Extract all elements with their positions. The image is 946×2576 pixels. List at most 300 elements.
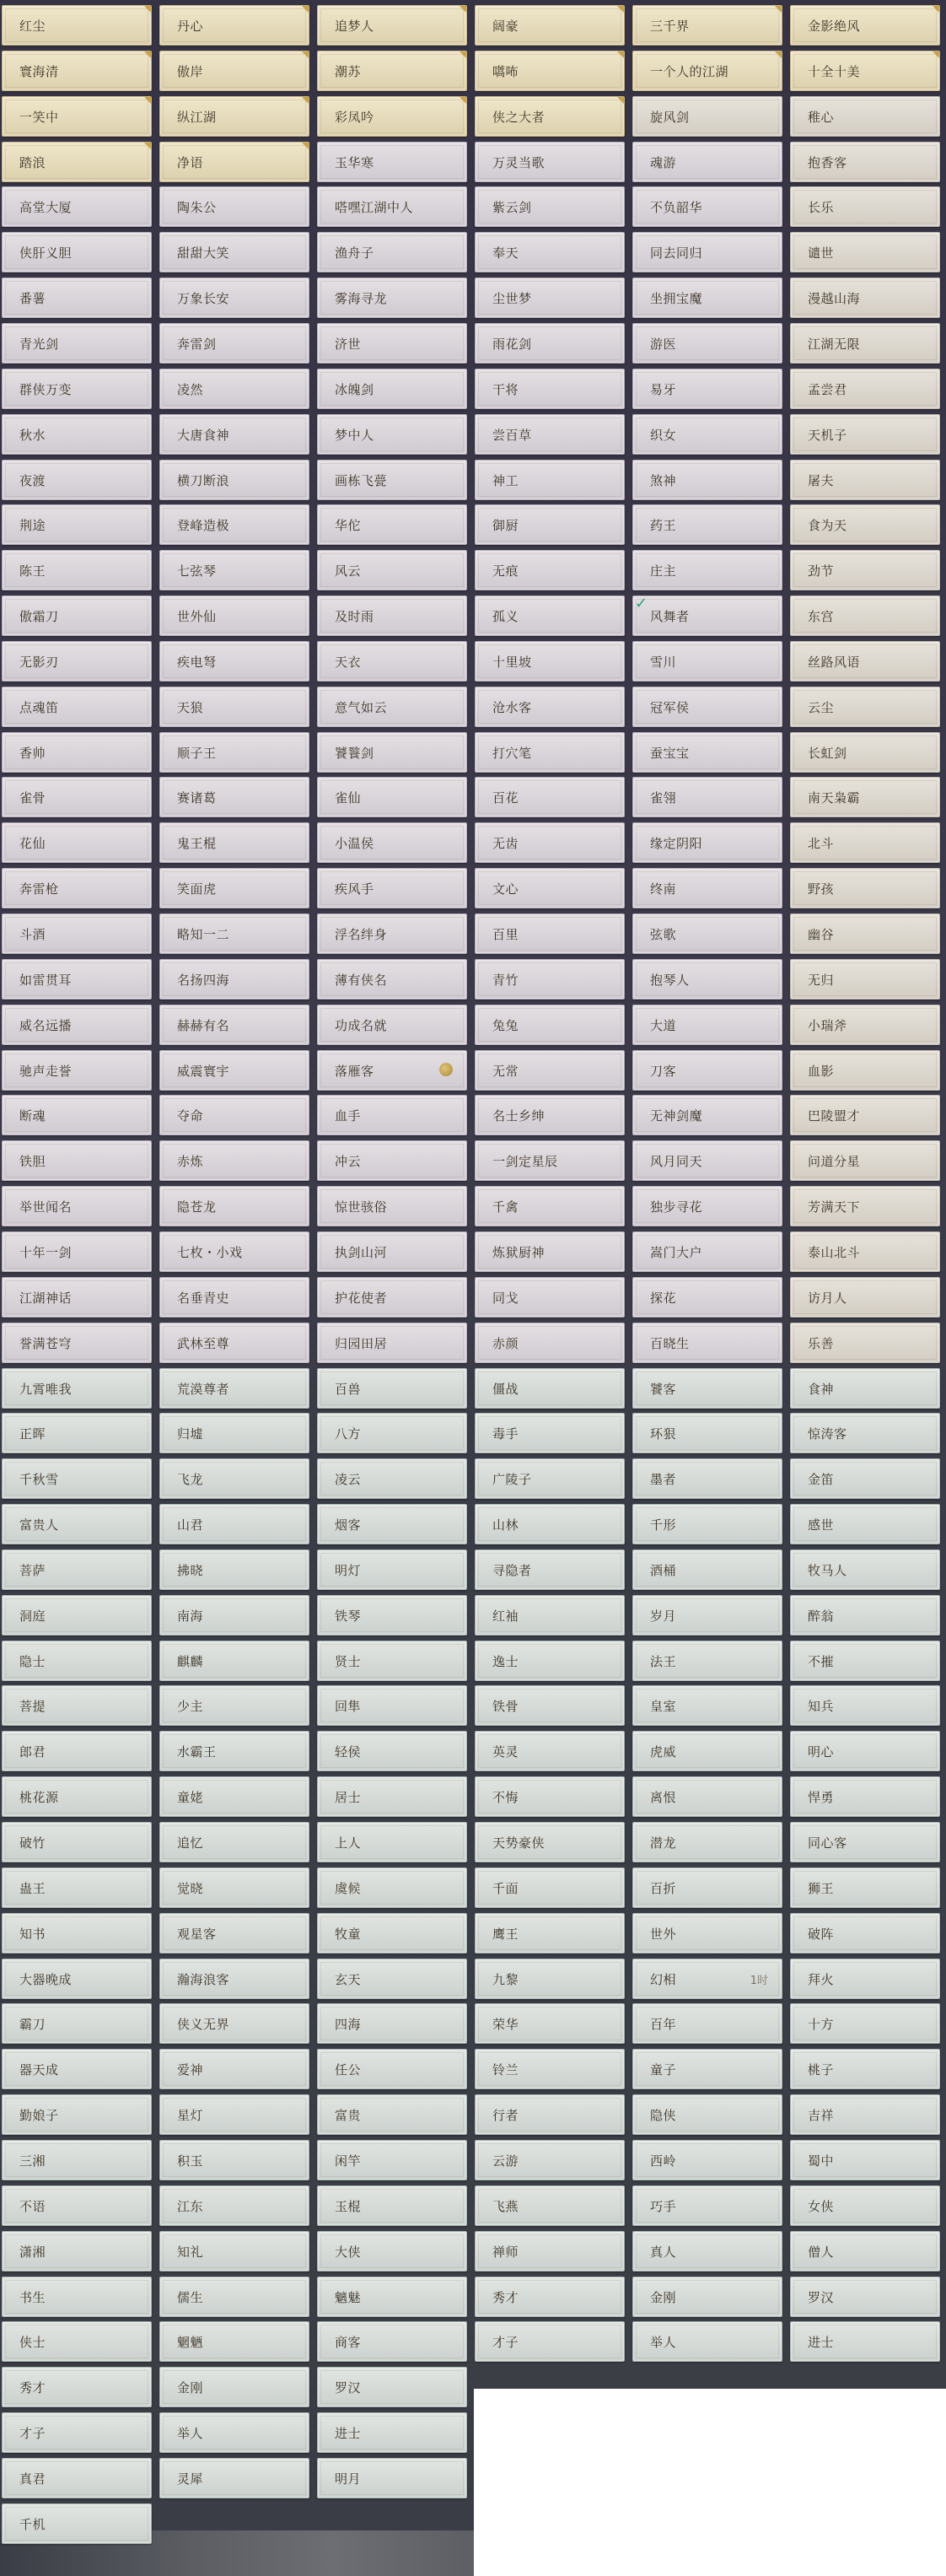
title-tile[interactable] bbox=[2, 868, 152, 908]
title-tile[interactable] bbox=[2, 414, 152, 455]
title-tile[interactable] bbox=[475, 595, 625, 636]
title-tile[interactable] bbox=[790, 1685, 940, 1726]
title-tile[interactable] bbox=[2, 595, 152, 636]
title-tile[interactable] bbox=[317, 2231, 467, 2272]
title-tile[interactable] bbox=[475, 2277, 625, 2317]
title-tile[interactable] bbox=[790, 460, 940, 500]
title-tile[interactable] bbox=[159, 460, 309, 500]
title-tile[interactable] bbox=[475, 1368, 625, 1409]
title-tile[interactable] bbox=[317, 414, 467, 455]
title-tile[interactable] bbox=[790, 278, 940, 318]
title-tile[interactable] bbox=[632, 1549, 782, 1590]
title-tile[interactable] bbox=[2, 2367, 152, 2407]
title-tile[interactable] bbox=[2, 1368, 152, 1409]
title-tile[interactable] bbox=[790, 1641, 940, 1681]
title-tile[interactable] bbox=[475, 460, 625, 500]
title-tile[interactable] bbox=[632, 2231, 782, 2272]
title-tile[interactable] bbox=[790, 323, 940, 364]
title-tile[interactable] bbox=[475, 1231, 625, 1272]
title-tile[interactable] bbox=[317, 1095, 467, 1135]
title-tile[interactable] bbox=[475, 1186, 625, 1226]
title-tile[interactable] bbox=[2, 777, 152, 817]
title-tile[interactable] bbox=[159, 1005, 309, 1045]
title-tile[interactable] bbox=[159, 1685, 309, 1726]
title-tile[interactable] bbox=[159, 2094, 309, 2135]
title-tile[interactable] bbox=[317, 1913, 467, 1954]
title-tile[interactable] bbox=[159, 1822, 309, 1862]
title-tile[interactable] bbox=[2, 1504, 152, 1544]
title-tile[interactable] bbox=[632, 2049, 782, 2089]
title-tile[interactable] bbox=[790, 1776, 940, 1817]
title-tile[interactable] bbox=[790, 641, 940, 682]
title-tile[interactable] bbox=[632, 687, 782, 727]
title-tile[interactable] bbox=[2, 2185, 152, 2226]
title-tile[interactable] bbox=[2, 1776, 152, 1817]
title-tile[interactable] bbox=[632, 595, 782, 636]
title-tile[interactable] bbox=[475, 1867, 625, 1908]
title-tile[interactable] bbox=[475, 777, 625, 817]
title-tile[interactable] bbox=[317, 777, 467, 817]
title-tile[interactable] bbox=[632, 1913, 782, 1954]
title-tile[interactable] bbox=[2, 959, 152, 1000]
title-tile[interactable] bbox=[317, 1641, 467, 1681]
title-tile[interactable] bbox=[317, 1323, 467, 1363]
title-tile[interactable] bbox=[317, 732, 467, 773]
title-tile[interactable] bbox=[317, 1050, 467, 1091]
title-tile[interactable] bbox=[475, 142, 625, 182]
title-tile[interactable] bbox=[632, 1641, 782, 1681]
title-tile[interactable] bbox=[2, 460, 152, 500]
title-tile[interactable] bbox=[632, 550, 782, 590]
title-tile[interactable] bbox=[2, 1549, 152, 1590]
title-tile[interactable] bbox=[159, 2185, 309, 2226]
title-tile[interactable] bbox=[790, 1458, 940, 1499]
title-tile[interactable] bbox=[159, 1549, 309, 1590]
title-tile[interactable] bbox=[2, 2458, 152, 2498]
title-tile[interactable] bbox=[159, 2231, 309, 2272]
title-tile[interactable] bbox=[632, 2094, 782, 2135]
title-tile[interactable] bbox=[159, 2140, 309, 2180]
title-tile[interactable] bbox=[790, 1595, 940, 1636]
title-tile[interactable] bbox=[317, 5, 467, 46]
title-tile[interactable] bbox=[317, 822, 467, 863]
title-tile[interactable] bbox=[632, 1458, 782, 1499]
title-tile[interactable] bbox=[2, 913, 152, 954]
title-tile[interactable] bbox=[475, 1140, 625, 1181]
title-tile[interactable] bbox=[475, 550, 625, 590]
title-tile[interactable] bbox=[2, 369, 152, 409]
title-tile[interactable] bbox=[475, 1095, 625, 1135]
title-tile[interactable] bbox=[790, 2185, 940, 2226]
title-tile[interactable] bbox=[2, 1913, 152, 1954]
title-tile[interactable] bbox=[632, 868, 782, 908]
title-tile[interactable] bbox=[317, 2003, 467, 2044]
title-tile[interactable] bbox=[2, 323, 152, 364]
title-tile[interactable] bbox=[159, 868, 309, 908]
title-tile[interactable] bbox=[2, 2003, 152, 2044]
title-tile[interactable] bbox=[317, 868, 467, 908]
title-tile[interactable] bbox=[632, 1504, 782, 1544]
title-tile[interactable] bbox=[2, 2412, 152, 2453]
title-tile[interactable] bbox=[317, 2094, 467, 2135]
title-tile[interactable] bbox=[632, 1050, 782, 1091]
title-tile[interactable] bbox=[475, 1959, 625, 1999]
title-tile[interactable] bbox=[2, 550, 152, 590]
title-tile[interactable] bbox=[475, 323, 625, 364]
title-tile[interactable] bbox=[790, 1140, 940, 1181]
title-tile[interactable] bbox=[2, 732, 152, 773]
title-tile[interactable] bbox=[317, 1731, 467, 1771]
title-tile[interactable] bbox=[475, 868, 625, 908]
title-tile[interactable] bbox=[790, 1186, 940, 1226]
title-tile[interactable] bbox=[475, 1277, 625, 1318]
title-tile[interactable] bbox=[159, 550, 309, 590]
title-tile[interactable] bbox=[632, 2003, 782, 2044]
title-tile[interactable] bbox=[475, 2321, 625, 2362]
title-tile[interactable] bbox=[159, 1140, 309, 1181]
title-tile[interactable] bbox=[2, 1685, 152, 1726]
title-tile[interactable] bbox=[159, 595, 309, 636]
title-tile[interactable] bbox=[790, 96, 940, 137]
title-tile[interactable] bbox=[632, 2321, 782, 2362]
title-tile[interactable] bbox=[317, 1140, 467, 1181]
title-tile[interactable] bbox=[475, 1504, 625, 1544]
title-tile[interactable] bbox=[790, 1095, 940, 1135]
title-tile[interactable] bbox=[790, 1277, 940, 1318]
title-tile[interactable] bbox=[317, 2412, 467, 2453]
title-tile[interactable] bbox=[159, 959, 309, 1000]
title-tile[interactable] bbox=[2, 1822, 152, 1862]
title-tile[interactable] bbox=[159, 186, 309, 227]
title-tile[interactable] bbox=[475, 278, 625, 318]
title-tile[interactable] bbox=[475, 1549, 625, 1590]
title-tile[interactable] bbox=[317, 1685, 467, 1726]
title-tile[interactable] bbox=[475, 232, 625, 272]
title-tile[interactable] bbox=[317, 913, 467, 954]
title-tile[interactable] bbox=[475, 2003, 625, 2044]
title-tile[interactable] bbox=[632, 1140, 782, 1181]
title-tile[interactable] bbox=[317, 1186, 467, 1226]
title-tile[interactable] bbox=[159, 1231, 309, 1272]
title-tile[interactable] bbox=[790, 1731, 940, 1771]
title-tile[interactable] bbox=[317, 641, 467, 682]
title-tile[interactable] bbox=[475, 1731, 625, 1771]
title-tile[interactable] bbox=[317, 323, 467, 364]
title-tile[interactable] bbox=[790, 2231, 940, 2272]
title-tile[interactable] bbox=[317, 142, 467, 182]
title-tile[interactable] bbox=[159, 1504, 309, 1544]
title-tile[interactable] bbox=[632, 1005, 782, 1045]
title-tile[interactable] bbox=[790, 1549, 940, 1590]
title-tile[interactable] bbox=[632, 1595, 782, 1636]
title-tile[interactable] bbox=[790, 1822, 940, 1862]
title-tile[interactable] bbox=[159, 2277, 309, 2317]
title-tile[interactable] bbox=[317, 1277, 467, 1318]
title-tile[interactable] bbox=[632, 1095, 782, 1135]
title-tile[interactable] bbox=[2, 2094, 152, 2135]
title-tile[interactable] bbox=[159, 1458, 309, 1499]
title-tile[interactable] bbox=[2, 1458, 152, 1499]
title-tile[interactable] bbox=[317, 2049, 467, 2089]
title-tile[interactable] bbox=[632, 777, 782, 817]
title-tile[interactable] bbox=[159, 1095, 309, 1135]
title-tile[interactable] bbox=[317, 2321, 467, 2362]
title-tile[interactable] bbox=[317, 2458, 467, 2498]
title-tile[interactable] bbox=[2, 5, 152, 46]
title-tile[interactable] bbox=[790, 1368, 940, 1409]
title-tile[interactable] bbox=[790, 1050, 940, 1091]
title-tile[interactable] bbox=[2, 1231, 152, 1272]
title-tile[interactable] bbox=[2, 1140, 152, 1181]
title-tile[interactable] bbox=[475, 1413, 625, 1453]
title-tile[interactable] bbox=[475, 959, 625, 1000]
title-tile[interactable] bbox=[317, 369, 467, 409]
title-tile[interactable] bbox=[2, 1595, 152, 1636]
title-tile[interactable] bbox=[790, 2003, 940, 2044]
title-tile[interactable] bbox=[475, 1685, 625, 1726]
title-tile[interactable] bbox=[632, 2185, 782, 2226]
title-tile[interactable] bbox=[2, 1413, 152, 1453]
title-tile[interactable] bbox=[2, 1731, 152, 1771]
title-tile[interactable] bbox=[317, 959, 467, 1000]
title-tile[interactable] bbox=[317, 2277, 467, 2317]
title-tile[interactable] bbox=[159, 2049, 309, 2089]
title-tile[interactable] bbox=[317, 186, 467, 227]
title-tile[interactable] bbox=[159, 822, 309, 863]
title-tile[interactable] bbox=[632, 732, 782, 773]
title-tile[interactable] bbox=[475, 414, 625, 455]
title-tile[interactable] bbox=[159, 142, 309, 182]
title-tile[interactable] bbox=[159, 732, 309, 773]
title-tile[interactable] bbox=[2, 641, 152, 682]
title-tile[interactable] bbox=[475, 2185, 625, 2226]
title-tile[interactable] bbox=[159, 2367, 309, 2407]
title-tile[interactable] bbox=[159, 1867, 309, 1908]
title-tile[interactable] bbox=[790, 51, 940, 91]
title-tile[interactable] bbox=[317, 595, 467, 636]
title-tile[interactable] bbox=[475, 1776, 625, 1817]
title-tile[interactable] bbox=[2, 2321, 152, 2362]
title-tile[interactable] bbox=[790, 232, 940, 272]
title-tile[interactable] bbox=[475, 641, 625, 682]
title-tile[interactable] bbox=[632, 1731, 782, 1771]
title-tile[interactable] bbox=[475, 2049, 625, 2089]
title-tile[interactable] bbox=[475, 1595, 625, 1636]
title-tile[interactable] bbox=[2, 2277, 152, 2317]
title-tile[interactable] bbox=[632, 2277, 782, 2317]
title-tile[interactable] bbox=[790, 2321, 940, 2362]
title-tile[interactable] bbox=[317, 1549, 467, 1590]
title-tile[interactable] bbox=[317, 460, 467, 500]
title-tile[interactable] bbox=[790, 822, 940, 863]
title-tile[interactable] bbox=[317, 1413, 467, 1453]
title-tile[interactable] bbox=[632, 1685, 782, 1726]
title-tile[interactable] bbox=[2, 278, 152, 318]
title-tile[interactable] bbox=[2, 504, 152, 545]
title-tile[interactable] bbox=[2, 96, 152, 137]
title-tile[interactable] bbox=[159, 96, 309, 137]
title-tile[interactable] bbox=[790, 142, 940, 182]
title-tile[interactable] bbox=[632, 323, 782, 364]
title-tile[interactable] bbox=[632, 504, 782, 545]
title-tile[interactable] bbox=[2, 2140, 152, 2180]
title-tile[interactable] bbox=[159, 1050, 309, 1091]
title-tile[interactable] bbox=[159, 2321, 309, 2362]
title-tile[interactable] bbox=[317, 1458, 467, 1499]
title-tile[interactable] bbox=[632, 1323, 782, 1363]
title-tile[interactable] bbox=[790, 2094, 940, 2135]
title-tile[interactable] bbox=[632, 2140, 782, 2180]
title-tile[interactable] bbox=[790, 504, 940, 545]
title-tile[interactable] bbox=[159, 913, 309, 954]
title-tile[interactable] bbox=[159, 1913, 309, 1954]
title-tile[interactable] bbox=[159, 2412, 309, 2453]
title-tile[interactable] bbox=[632, 186, 782, 227]
title-tile[interactable] bbox=[632, 369, 782, 409]
title-tile[interactable] bbox=[159, 414, 309, 455]
title-tile[interactable] bbox=[475, 96, 625, 137]
title-tile[interactable] bbox=[632, 142, 782, 182]
title-tile[interactable] bbox=[317, 1822, 467, 1862]
title-tile[interactable] bbox=[2, 1959, 152, 1999]
title-tile[interactable] bbox=[475, 1323, 625, 1363]
title-tile[interactable] bbox=[159, 232, 309, 272]
title-tile[interactable] bbox=[159, 5, 309, 46]
title-tile[interactable] bbox=[790, 732, 940, 773]
title-tile[interactable] bbox=[632, 460, 782, 500]
title-tile[interactable] bbox=[317, 550, 467, 590]
title-tile[interactable] bbox=[475, 369, 625, 409]
title-tile[interactable] bbox=[790, 2049, 940, 2089]
title-tile[interactable] bbox=[317, 96, 467, 137]
title-tile[interactable] bbox=[475, 732, 625, 773]
title-tile[interactable] bbox=[475, 1005, 625, 1045]
title-tile[interactable] bbox=[317, 2185, 467, 2226]
title-tile[interactable] bbox=[159, 1776, 309, 1817]
title-tile[interactable] bbox=[159, 1368, 309, 1409]
title-tile[interactable] bbox=[632, 5, 782, 46]
title-tile[interactable] bbox=[632, 232, 782, 272]
title-tile[interactable] bbox=[159, 777, 309, 817]
title-tile[interactable] bbox=[317, 51, 467, 91]
title-tile[interactable] bbox=[475, 1641, 625, 1681]
title-tile[interactable] bbox=[790, 1413, 940, 1453]
title-tile[interactable] bbox=[159, 1641, 309, 1681]
title-tile[interactable] bbox=[159, 504, 309, 545]
title-tile[interactable] bbox=[632, 822, 782, 863]
title-tile[interactable] bbox=[317, 1595, 467, 1636]
title-tile[interactable] bbox=[2, 51, 152, 91]
title-tile[interactable] bbox=[475, 1458, 625, 1499]
title-tile[interactable] bbox=[475, 2094, 625, 2135]
title-tile[interactable] bbox=[317, 1005, 467, 1045]
title-tile[interactable] bbox=[632, 1867, 782, 1908]
title-tile[interactable] bbox=[790, 1323, 940, 1363]
title-tile[interactable] bbox=[2, 1867, 152, 1908]
title-tile[interactable] bbox=[475, 1050, 625, 1091]
title-tile[interactable] bbox=[790, 687, 940, 727]
title-tile[interactable] bbox=[2, 1186, 152, 1226]
title-tile[interactable] bbox=[2, 1050, 152, 1091]
title-tile[interactable] bbox=[2, 822, 152, 863]
title-tile[interactable] bbox=[790, 868, 940, 908]
title-tile[interactable] bbox=[159, 1731, 309, 1771]
title-tile[interactable] bbox=[790, 186, 940, 227]
title-tile[interactable] bbox=[632, 1959, 782, 1999]
title-tile[interactable] bbox=[2, 232, 152, 272]
title-tile[interactable] bbox=[317, 1231, 467, 1272]
title-tile[interactable] bbox=[159, 687, 309, 727]
title-tile[interactable] bbox=[159, 1959, 309, 1999]
title-tile[interactable] bbox=[790, 414, 940, 455]
title-tile[interactable] bbox=[317, 278, 467, 318]
title-tile[interactable] bbox=[159, 278, 309, 318]
title-tile[interactable] bbox=[159, 1186, 309, 1226]
title-tile[interactable] bbox=[790, 913, 940, 954]
title-tile[interactable] bbox=[317, 504, 467, 545]
title-tile[interactable] bbox=[790, 1504, 940, 1544]
title-tile[interactable] bbox=[159, 641, 309, 682]
title-tile[interactable] bbox=[790, 1231, 940, 1272]
title-tile[interactable] bbox=[632, 51, 782, 91]
title-tile[interactable] bbox=[159, 2458, 309, 2498]
title-tile[interactable] bbox=[2, 2231, 152, 2272]
title-tile[interactable] bbox=[632, 913, 782, 954]
title-tile[interactable] bbox=[790, 1913, 940, 1954]
title-tile[interactable] bbox=[475, 2140, 625, 2180]
title-tile[interactable] bbox=[475, 2231, 625, 2272]
title-tile[interactable] bbox=[2, 2049, 152, 2089]
title-tile[interactable] bbox=[159, 1277, 309, 1318]
title-tile[interactable] bbox=[2, 186, 152, 227]
title-tile[interactable] bbox=[2, 2503, 152, 2544]
title-tile[interactable] bbox=[632, 1413, 782, 1453]
title-tile[interactable] bbox=[632, 1776, 782, 1817]
title-tile[interactable] bbox=[2, 1277, 152, 1318]
title-tile[interactable] bbox=[2, 1641, 152, 1681]
title-tile[interactable] bbox=[790, 1005, 940, 1045]
title-tile[interactable] bbox=[475, 186, 625, 227]
title-tile[interactable] bbox=[159, 51, 309, 91]
title-tile[interactable] bbox=[632, 1822, 782, 1862]
title-tile[interactable] bbox=[317, 1867, 467, 1908]
title-tile[interactable] bbox=[475, 687, 625, 727]
title-tile[interactable] bbox=[790, 2140, 940, 2180]
title-tile[interactable] bbox=[317, 1776, 467, 1817]
title-tile[interactable] bbox=[475, 1822, 625, 1862]
title-tile[interactable] bbox=[632, 1277, 782, 1318]
title-tile[interactable] bbox=[317, 232, 467, 272]
title-tile[interactable] bbox=[159, 369, 309, 409]
title-tile[interactable] bbox=[159, 1323, 309, 1363]
title-tile[interactable] bbox=[159, 1413, 309, 1453]
title-tile[interactable] bbox=[790, 777, 940, 817]
title-tile[interactable] bbox=[790, 5, 940, 46]
title-tile[interactable] bbox=[475, 1913, 625, 1954]
title-tile[interactable] bbox=[632, 1231, 782, 1272]
title-tile[interactable] bbox=[317, 2140, 467, 2180]
title-tile[interactable] bbox=[159, 323, 309, 364]
title-tile[interactable] bbox=[790, 550, 940, 590]
title-tile[interactable] bbox=[632, 641, 782, 682]
title-tile[interactable] bbox=[475, 822, 625, 863]
title-tile[interactable] bbox=[790, 1959, 940, 1999]
title-tile[interactable] bbox=[475, 504, 625, 545]
title-tile[interactable] bbox=[790, 2277, 940, 2317]
title-tile[interactable] bbox=[2, 1005, 152, 1045]
title-tile[interactable] bbox=[317, 1959, 467, 1999]
title-tile[interactable] bbox=[317, 687, 467, 727]
